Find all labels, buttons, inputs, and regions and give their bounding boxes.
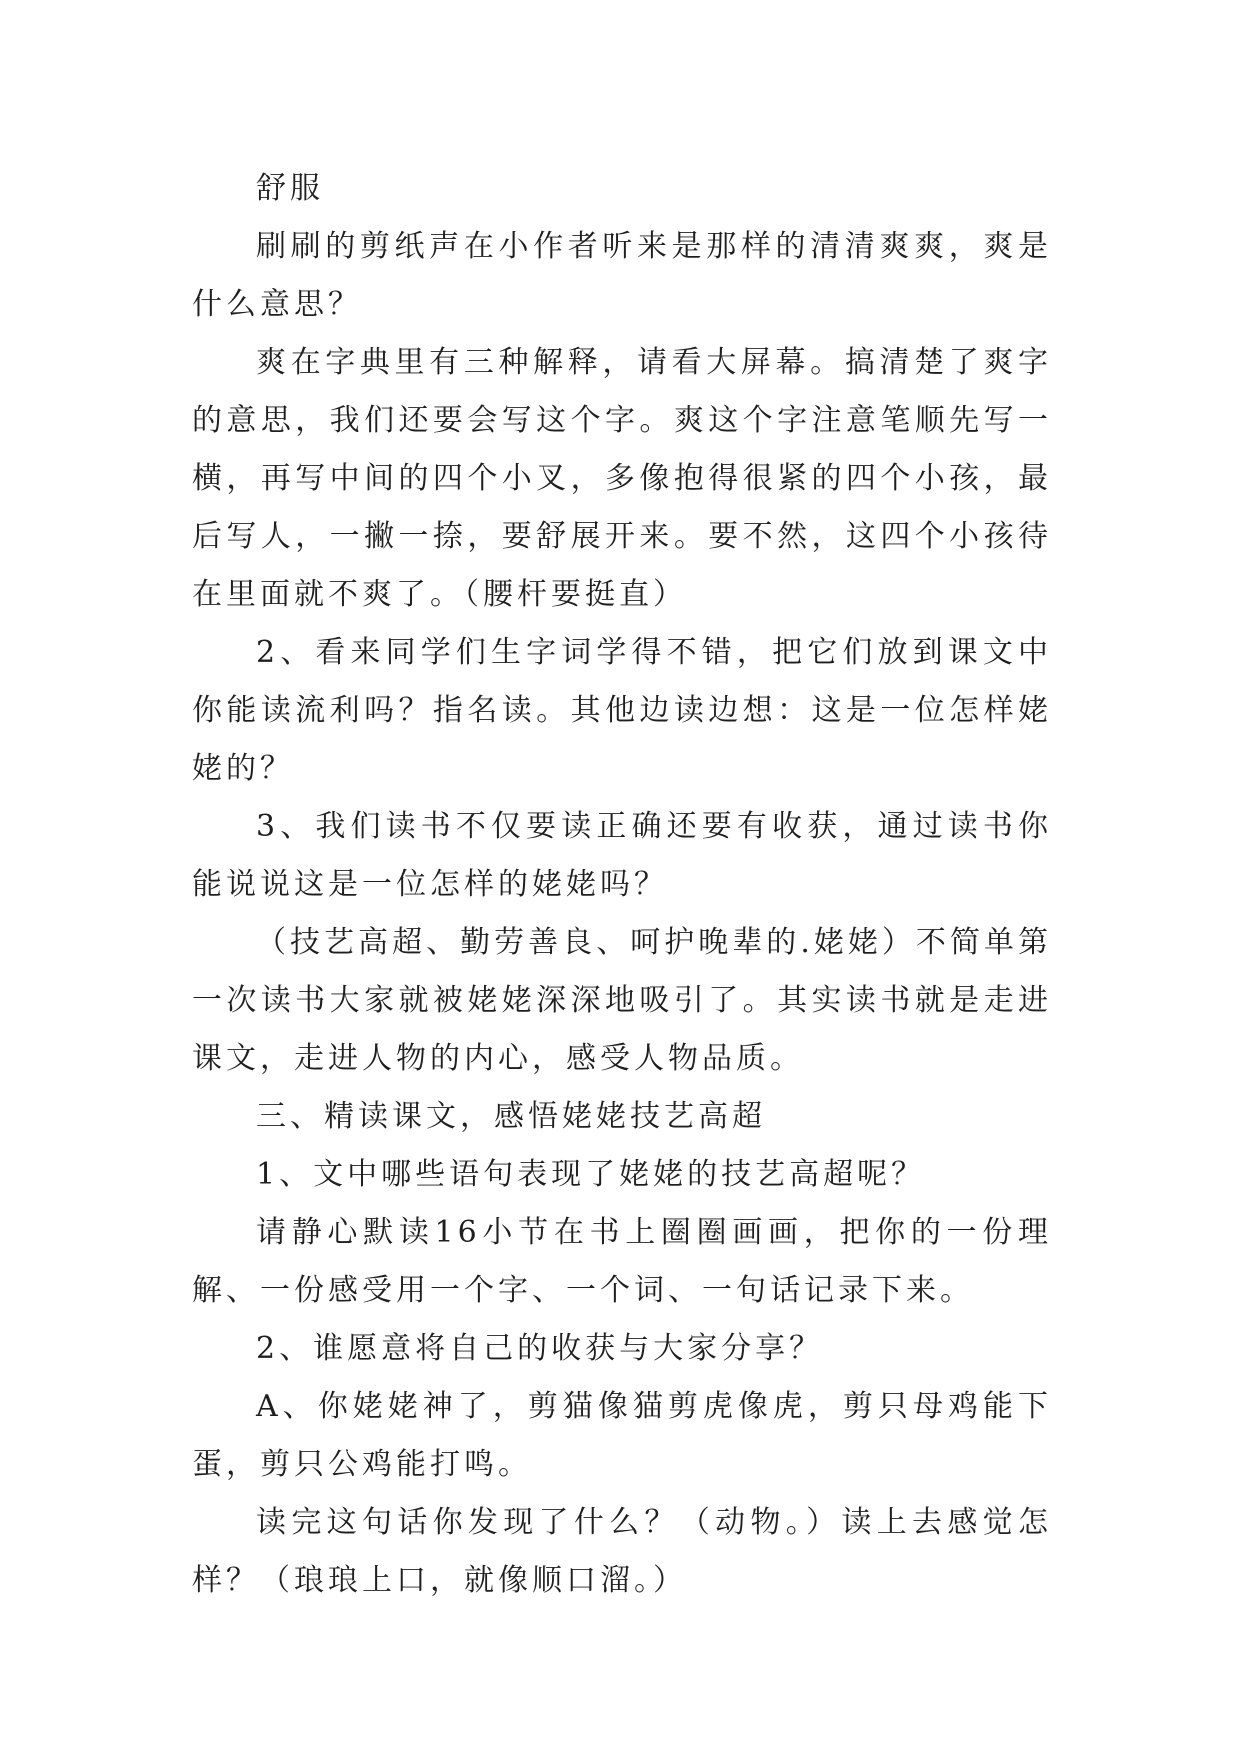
- paragraph-discovery: 读完这句话你发现了什么？（动物。）读上去感觉怎样？（琅琅上口，就像顺口溜。）: [192, 1505, 1052, 1598]
- section-heading-close-reading: 三、精读课文，感悟姥姥技艺高超: [256, 1099, 766, 1134]
- paragraph-step-3-reading: 3、我们读书不仅要读正确还要有收获，通过读书你能说说这是一位怎样的姥姥吗？: [192, 809, 1052, 902]
- paragraph-question-1: 1、文中哪些语句表现了姥姥的技艺高超呢？: [256, 1157, 926, 1192]
- paragraph-silent-reading: 请静心默读16小节在书上圈圈画画，把你的一份理解、一份感受用一个字、一个词、一句话记录下来。: [192, 1215, 1052, 1308]
- paragraph-answer-a: A、你姥姥神了，剪猫像猫剪虎像虎，剪只母鸡能下蛋，剪只公鸡能打鸣。: [192, 1389, 1052, 1482]
- paragraph-step-2-reading: 2、看来同学们生字词学得不错，把它们放到课文中你能读流利吗？指名读。其他边读边想：这是一位怎样姥姥的？: [192, 635, 1052, 786]
- paragraph-comfort: 舒服: [256, 171, 324, 206]
- paragraph-question-2: 2、谁愿意将自己的收获与大家分享？: [256, 1331, 824, 1366]
- paragraph-shuang-character: 爽在字典里有三种解释，请看大屏幕。搞清楚了爽字的意思，我们还要会写这个字。爽这个字注意笔顺先写一横，再写中间的四个小叉，多像抱得很紧的四个小孩，最后写人，一撇一捺，要舒展开来。要不然，这四个小孩待在里面就不爽了。（腰杆要挺直）: [192, 345, 1052, 612]
- paragraph-paper-cutting-sound: 刷刷的剪纸声在小作者听来是那样的清清爽爽，爽是什么意思？: [192, 229, 1052, 322]
- paragraph-grandma-qualities: （技艺高超、勤劳善良、呵护晚辈的.姥姥）不简单第一次读书大家就被姥姥深深地吸引了。其实读书就是走进课文，走进人物的内心，感受人物品质。: [192, 925, 1052, 1076]
- document-body: [192, 160, 1052, 1610]
